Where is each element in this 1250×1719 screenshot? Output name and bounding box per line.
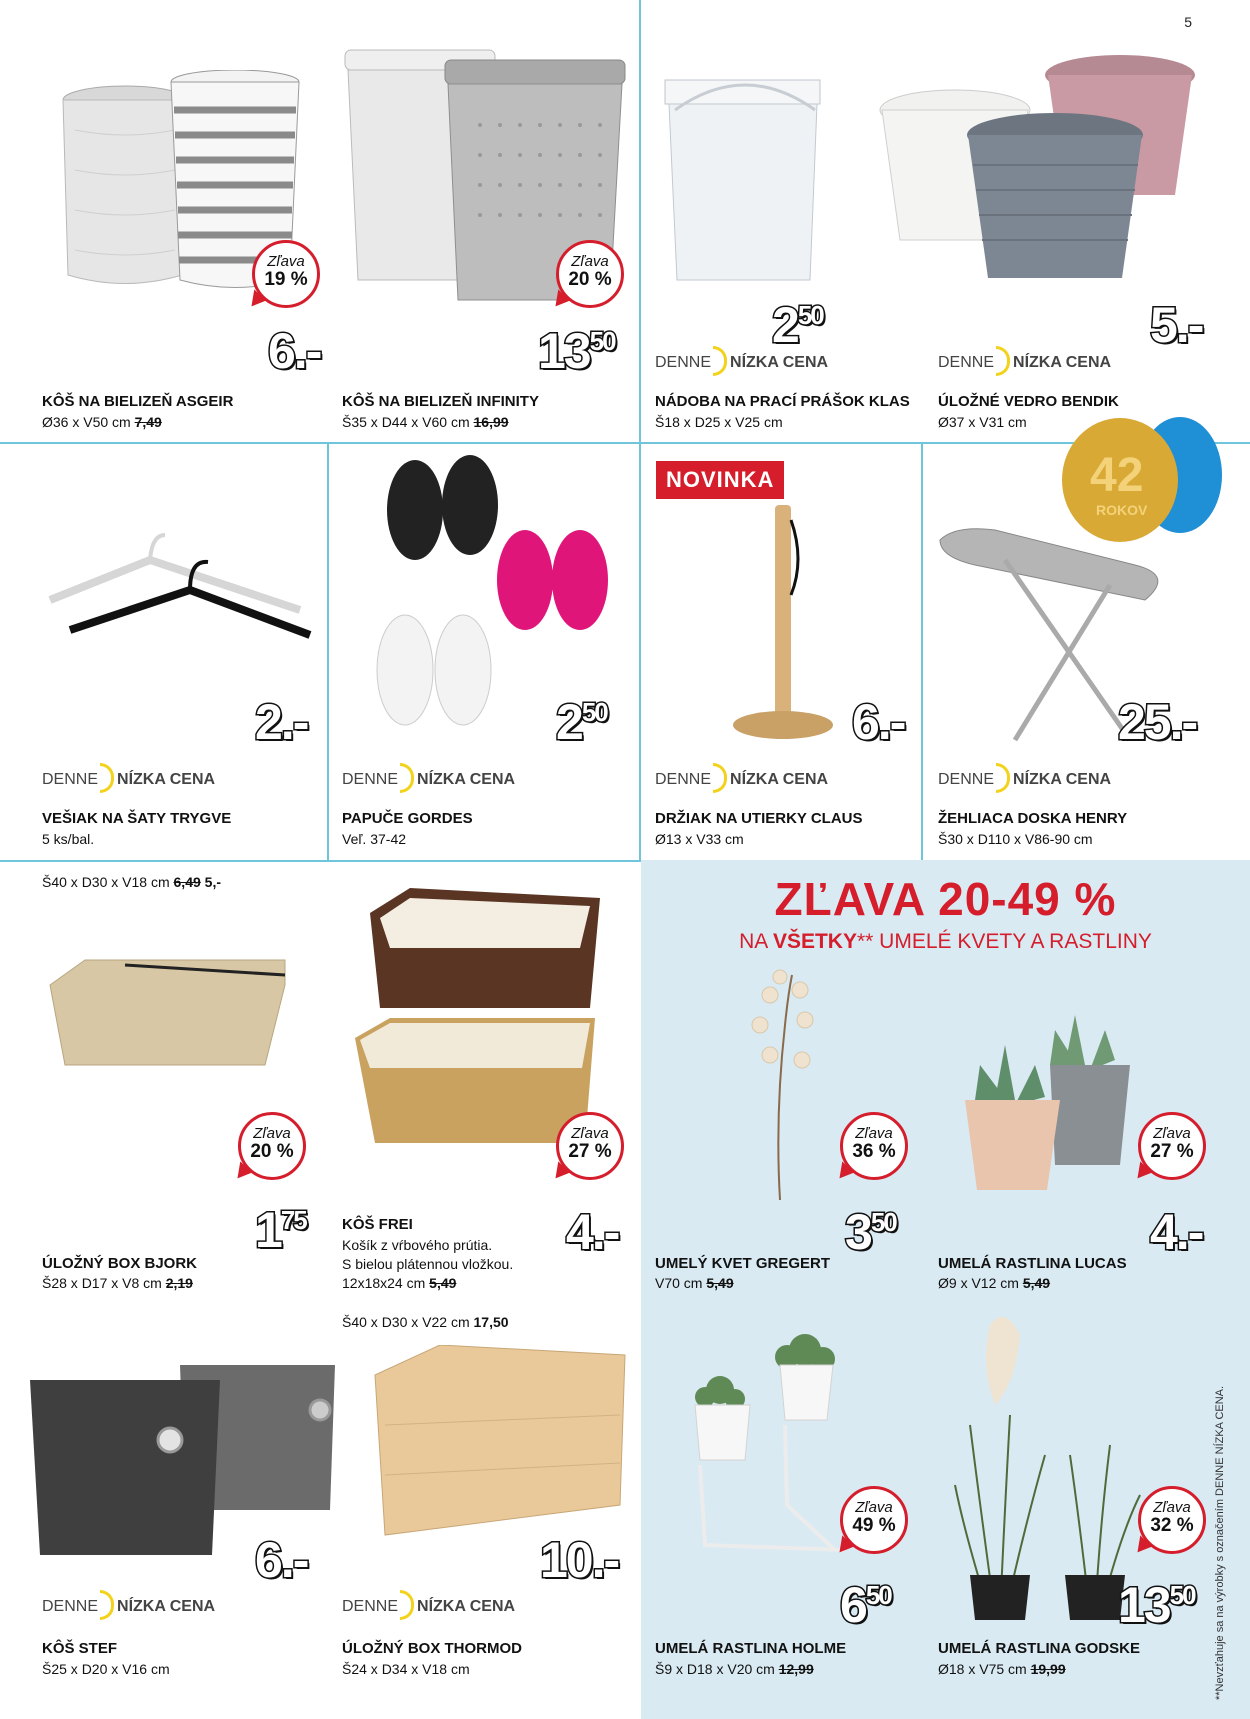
product-title-holme: UMELÁ RASTLINA HOLME — [655, 1640, 847, 1657]
page-number: 5 — [1184, 14, 1192, 30]
novinka-badge: NOVINKA — [656, 461, 784, 499]
divider-vertical-center — [639, 0, 641, 860]
product-desc-asgeir: Ø36 x V50 cm 7,49 — [42, 414, 162, 430]
discount-badge-lucas — [1138, 1112, 1206, 1180]
claus-holder-image — [730, 500, 840, 745]
price-gordes: 250 — [556, 694, 607, 750]
discount-value: 49 % — [852, 1515, 896, 1536]
bendik-bucket-image — [870, 40, 1200, 290]
product-title-stef: KÔŠ STEF — [42, 1640, 118, 1657]
discount-badge-godske — [1138, 1486, 1206, 1554]
product-desc-bendik: Ø37 x V31 cm — [938, 414, 1027, 430]
price-lucas: 4.- — [1150, 1204, 1203, 1260]
product-desc-henry: Š30 x D110 x V86-90 cm — [938, 831, 1093, 847]
price-bendik: 5.- — [1150, 297, 1203, 353]
product-title-claus: DRŽIAK NA UTIERKY CLAUS — [655, 810, 863, 827]
denne-nizka-cena-klas: DENNE NÍZKA CENA — [655, 348, 828, 378]
balloon-sub: ROKOV — [1096, 502, 1148, 518]
product-desc-gregert: V70 cm 5,49 — [655, 1275, 734, 1291]
product-desc-thormod: Š24 x D34 x V18 cm — [342, 1661, 470, 1677]
product-title-bendik: ÚLOŽNÉ VEDRO BENDIK — [938, 393, 1119, 410]
stef-basket-image — [30, 1360, 340, 1560]
product-title-frei: KÔŠ FREI — [342, 1216, 413, 1233]
promo-line2: NA VŠETKY** UMELÉ KVETY A RASTLINY — [739, 930, 1152, 953]
bjork-box-image — [45, 955, 290, 1075]
denne-nizka-cena-henry: DENNE NÍZKA CENA — [938, 765, 1111, 795]
product-desc-godske: Ø18 x V75 cm 19,99 — [938, 1661, 1066, 1677]
denne-nizka-cena-stef: DENNE NÍZKA CENA — [42, 1592, 215, 1622]
divider-vertical-left — [327, 442, 329, 860]
balloon-number: 42 — [1090, 449, 1144, 502]
price-claus: 6.- — [852, 694, 905, 750]
denne-nizka-cena-gordes: DENNE NÍZKA CENA — [342, 765, 515, 795]
denne-nizka-cena-trygve: DENNE NÍZKA CENA — [42, 765, 215, 795]
denne-nizka-cena-thormod: DENNE NÍZKA CENA — [342, 1592, 515, 1622]
price-holme: 650 — [840, 1577, 891, 1633]
discount-label: Zľava — [1153, 1125, 1191, 1142]
discount-value: 36 % — [852, 1141, 896, 1162]
product-desc-gordes: Veľ. 37-42 — [342, 831, 407, 847]
product-title-henry: ŽEHLIACA DOSKA HENRY — [938, 810, 1128, 827]
product-title-trygve: VEŠIAK NA ŠATY TRYGVE — [42, 810, 232, 827]
discount-badge-holme — [840, 1486, 908, 1554]
discount-value: 27 % — [1150, 1141, 1194, 1162]
price-infinity: 1350 — [538, 323, 615, 379]
product-desc-holme: Š9 x D18 x V20 cm 12,99 — [655, 1661, 814, 1677]
product-title-bjork: ÚLOŽNÝ BOX BJORK — [42, 1255, 198, 1272]
product-desc-frei: Košík z vŕbového prútia. S bielou plátennou vložkou. 12x18x24 cm 5,49 — [342, 1237, 514, 1291]
holme-plant-image — [675, 1325, 855, 1575]
discount-badge-infinity — [556, 240, 624, 308]
discount-label: Zľava — [253, 1125, 291, 1142]
discount-badge-frei — [556, 1112, 624, 1180]
product-desc-frei-large: Š40 x D30 x V22 cm 17,50 — [342, 1314, 509, 1330]
discount-value: 27 % — [568, 1141, 612, 1162]
product-desc-stef: Š25 x D20 x V16 cm — [42, 1661, 170, 1677]
side-note: **Nevzťahuje sa na výrobky s označením DENNE NÍZKA CENA. — [1214, 1385, 1226, 1700]
product-title-thormod: ÚLOŽNÝ BOX THORMOD — [342, 1640, 522, 1657]
divider-horizontal-2 — [0, 860, 641, 862]
product-title-klas: NÁDOBA NA PRACÍ PRÁŠOK KLAS — [655, 393, 910, 410]
price-bjork: 175 — [255, 1202, 306, 1258]
price-frei: 4.- — [566, 1204, 619, 1260]
product-desc-bjork-large: Š40 x D30 x V18 cm 6,49 5,- — [42, 874, 221, 890]
discount-label: Zľava — [855, 1499, 893, 1516]
trygve-hangers-image — [40, 520, 320, 650]
denne-nizka-cena-bendik: DENNE NÍZKA CENA — [938, 348, 1111, 378]
gregert-flower-image — [730, 965, 830, 1205]
product-desc-trygve: 5 ks/bal. — [42, 831, 95, 847]
price-stef: 6.- — [255, 1532, 308, 1588]
discount-value: 19 % — [264, 269, 308, 290]
discount-badge-asgeir — [252, 240, 320, 308]
discount-value: 20 % — [250, 1141, 294, 1162]
discount-label: Zľava — [855, 1125, 893, 1142]
product-desc-lucas: Ø9 x V12 cm 5,49 — [938, 1275, 1051, 1291]
price-godske: 1350 — [1118, 1577, 1195, 1633]
discount-value: 32 % — [1150, 1515, 1194, 1536]
product-title-infinity: KÔŠ NA BIELIZEŇ INFINITY — [342, 393, 539, 410]
price-thormod: 10.- — [540, 1532, 619, 1588]
discount-badge-gregert — [840, 1112, 908, 1180]
price-asgeir: 6.- — [268, 323, 321, 379]
product-desc-infinity: Š35 x D44 x V60 cm 16,99 — [342, 414, 509, 430]
discount-value: 20 % — [568, 269, 612, 290]
promo-headline — [641, 872, 1250, 954]
product-title-lucas: UMELÁ RASTLINA LUCAS — [938, 1255, 1127, 1272]
denne-nizka-cena-claus: DENNE NÍZKA CENA — [655, 765, 828, 795]
product-title-godske: UMELÁ RASTLINA GODSKE — [938, 1640, 1140, 1657]
thormod-box-image — [370, 1345, 630, 1545]
price-trygve: 2.- — [255, 694, 308, 750]
discount-label: Zľava — [571, 1125, 609, 1142]
price-klas: 250 — [772, 297, 823, 353]
klas-container-image — [655, 70, 835, 290]
discount-label: Zľava — [571, 253, 609, 270]
product-title-asgeir: KÔŠ NA BIELIZEŇ ASGEIR — [42, 393, 234, 410]
discount-badge-bjork — [238, 1112, 306, 1180]
divider-vertical-right — [921, 442, 923, 860]
discount-label: Zľava — [267, 253, 305, 270]
promo-line1: ZĽAVA 20-49 % — [774, 873, 1117, 925]
lucas-plant-image — [955, 1005, 1135, 1195]
product-desc-klas: Š18 x D25 x V25 cm — [655, 414, 783, 430]
product-title-gordes: PAPUČE GORDES — [342, 810, 473, 827]
price-henry: 25.- — [1118, 694, 1197, 750]
price-gregert: 350 — [845, 1204, 896, 1260]
discount-label: Zľava — [1153, 1499, 1191, 1516]
product-desc-claus: Ø13 x V33 cm — [655, 831, 744, 847]
product-desc-bjork: Š28 x D17 x V8 cm 2,19 — [42, 1275, 193, 1291]
product-title-gregert: UMELÝ KVET GREGERT — [655, 1255, 831, 1272]
